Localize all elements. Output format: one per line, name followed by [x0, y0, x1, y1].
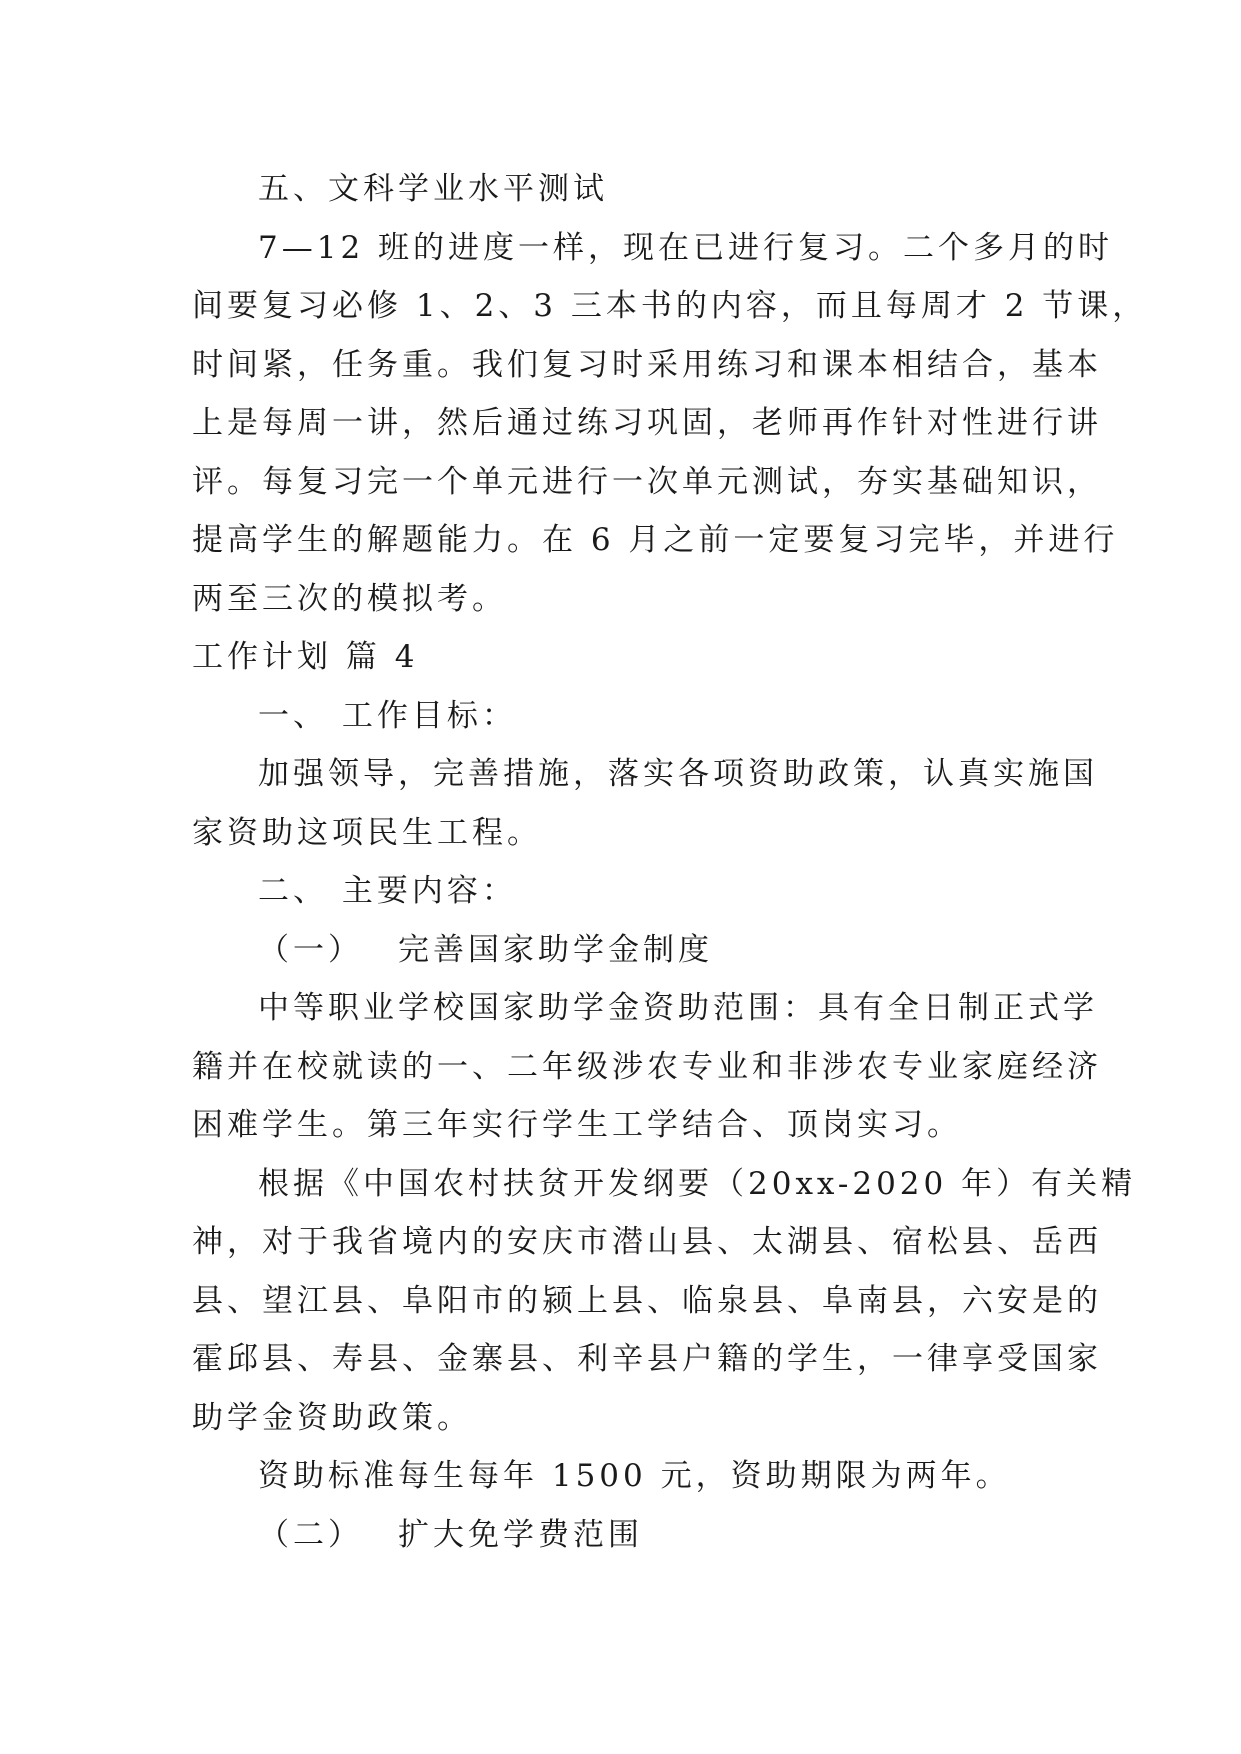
sub-heading-number: （一） — [258, 931, 363, 968]
paragraph-line: 时间紧，任务重。我们复习时采用练习和课本相结合，基本 — [192, 346, 1102, 383]
paragraph-line: 困难学生。第三年实行学生工学结合、顶岗实习。 — [192, 1107, 962, 1143]
section-heading-work-goal: 一、 工作目标： — [258, 697, 517, 734]
paragraph-line: 籍并在校就读的一、二年级涉农专业和非涉农专业家庭经济 — [192, 1048, 1102, 1085]
document-body — [192, 160, 1148, 1564]
paragraph-line: 助学金资助政策。 — [192, 1399, 472, 1436]
paragraph-line: 家资助这项民生工程。 — [192, 814, 542, 851]
paragraph-line: 中等职业学校国家助学金资助范围：具有全日制正式学 — [258, 990, 1098, 1026]
paragraph-line: 霍邱县、寿县、金寨县、利辛县户籍的学生，一律享受国家 — [192, 1341, 1102, 1377]
paragraph-line: 根据《中国农村扶贫开发纲要（20xx-2020 年）有关精 — [258, 1165, 1137, 1202]
sub-heading-text: 完善国家助学金制度 — [398, 931, 713, 968]
sub-heading-one — [192, 921, 1062, 980]
paragraph-line: 上是每周一讲，然后通过练习巩固，老师再作针对性进行讲 — [192, 405, 1102, 441]
sub-heading-two — [192, 1506, 1062, 1565]
sub-heading-number: （二） — [258, 1516, 363, 1553]
section-heading-five: 五、文科学业水平测试 — [258, 171, 608, 207]
paragraph-line: 两至三次的模拟考。 — [192, 580, 507, 617]
paragraph-line: 资助标准每生每年 1500 元，资助期限为两年。 — [258, 1458, 1011, 1494]
paragraph-line: 提高学生的解题能力。在 6 月之前一定要复习完毕，并进行 — [192, 522, 1119, 558]
paragraph-line: 评。每复习完一个单元进行一次单元测试，夯实基础知识， — [192, 463, 1102, 500]
article-title: 工作计划 篇 4 — [192, 639, 419, 675]
section-heading-main-content: 二、 主要内容： — [258, 873, 517, 909]
paragraph-line: 神，对于我省境内的安庆市潜山县、太湖县、宿松县、岳西 — [192, 1224, 1102, 1260]
paragraph-line: 加强领导，完善措施，落实各项资助政策，认真实施国 — [258, 756, 1098, 792]
paragraph-line: 7—12 班的进度一样，现在已进行复习。二个多月的时 — [258, 229, 1114, 266]
sub-heading-text: 扩大免学费范围 — [398, 1516, 643, 1553]
paragraph-line: 间要复习必修 1、2、3 三本书的内容，而且每周才 2 节课， — [192, 288, 1148, 324]
paragraph-line: 县、望江县、阜阳市的颍上县、临泉县、阜南县，六安是的 — [192, 1282, 1102, 1319]
